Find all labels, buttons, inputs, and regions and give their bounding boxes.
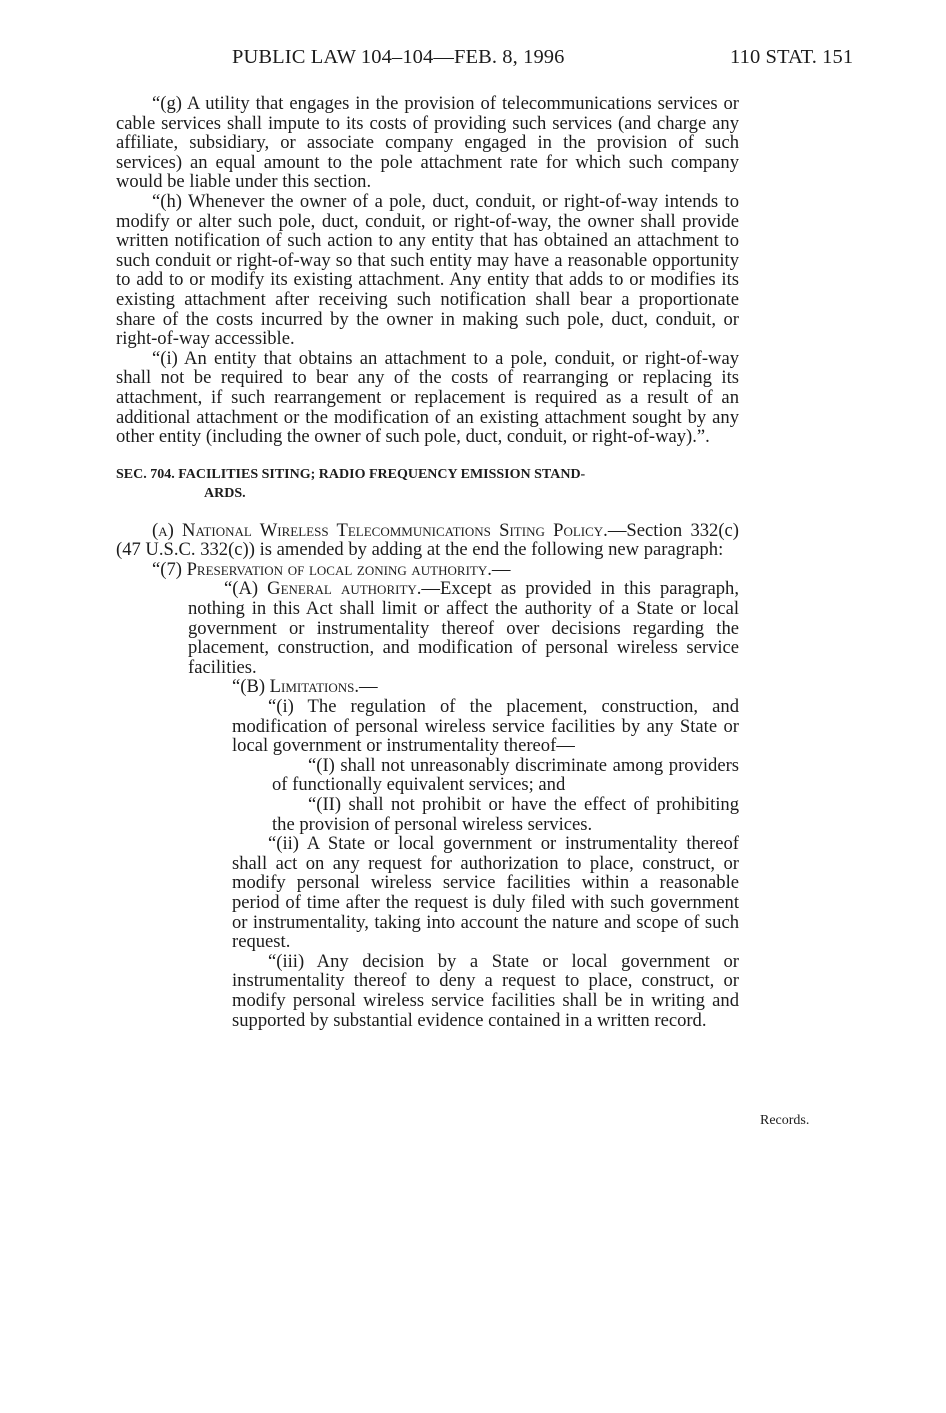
clause-B-ii: “(ii) A State or local government or instrumentality thereof shall act on any request for authorization to place, construct, or modify personal wireless service facilities within a reasonable period of time after the request is duly filed with such government or instrumentality, taking into account the nature and scope of such request. — [232, 833, 739, 953]
subsection-a-text: Section 332(c) (47 U.S.C. 332(c)) is amended by adding at the end the following new paragraph: — [116, 519, 739, 561]
subparagraph-A — [188, 579, 739, 677]
subparagraph-B-heading — [232, 677, 739, 697]
section-heading-line1: SEC. 704. FACILITIES SITING; RADIO FREQUENCY EMISSION STAND- — [116, 466, 586, 482]
paragraph-7-heading — [152, 560, 739, 580]
subparagraph-B-heading-text: “(B) Limitations.— — [232, 676, 378, 698]
clause-B-i: “(i) The regulation of the placement, construction, and modification of personal wireless service facilities by any State or local government or instrumentality thereof— — [232, 696, 739, 757]
subclause-II: “(II) shall not prohibit or have the effect of prohibiting the provision of personal wireless services. — [272, 794, 739, 835]
subsection-a-heading: (a) National Wireless Telecommunications Siting Policy.— — [152, 519, 627, 541]
subparagraph-A-heading: “(A) General authority.— — [224, 578, 441, 600]
subparagraph-A-text: Except as provided in this paragraph, nothing in this Act shall limit or affect the authority of a State or local government or instrumentality thereof over decisions regarding the placement, construction, and modification of personal wireless service facilities. — [188, 578, 739, 678]
section-heading — [116, 465, 739, 503]
paragraph-h: “(h) Whenever the owner of a pole, duct, conduit, or right-of-way intends to modify or alter such pole, duct, conduit, or right-of-way, the owner shall provide written notification of such action to any entity that has obtained an attachment to such conduit or right-of-way so that such entity may have a reasonable opportunity to add to or modify its existing attachment. Any entity that adds to or modifies its existing attachment after receiving such notification shall bear a proportionate share of the costs incurred by the owner in making such pole, duct, conduit, or right-of-way accessible. — [116, 190, 739, 350]
main-text-column — [116, 94, 739, 1030]
clause-B-iii: “(iii) Any decision by a State or local government or instrumentality thereof to deny a request to place, construct, or modify personal wireless service facilities shall be in writing and supported by substantial evidence contained in a written record. — [232, 950, 739, 1031]
section-heading-line2: ARDS. — [204, 485, 246, 501]
paragraph-i: “(i) An entity that obtains an attachment to a pole, conduit, or right-of-way shall not be required to bear any of the costs of rearranging or replacing its attachment, if such rearrangement or replacement is required as a result of an additional attachment or the modification of an existing attachment sought by any other entity (including the owner of such pole, duct, conduit, or right-of-way).”. — [116, 347, 739, 448]
margin-note-records: Records. — [760, 1113, 810, 1128]
page-number-stat: 110 STAT. 151 — [730, 46, 854, 68]
paragraph-7-heading-text: “(7) Preservation of local zoning authority.— — [152, 558, 511, 580]
running-header-title: PUBLIC LAW 104–104—FEB. 8, 1996 — [232, 46, 565, 68]
subclause-I: “(I) shall not unreasonably discriminate among providers of functionally equivalent services; and — [272, 754, 739, 796]
subsection-a — [116, 521, 739, 560]
paragraph-g: “(g) A utility that engages in the provision of telecommunications services or cable services shall impute to its costs of providing such services (and charge any affiliate, subsidiary, or associate company engaged in the provision of such services) an equal amount to the pole attachment rate for which such company would be liable under this section. — [116, 93, 739, 193]
